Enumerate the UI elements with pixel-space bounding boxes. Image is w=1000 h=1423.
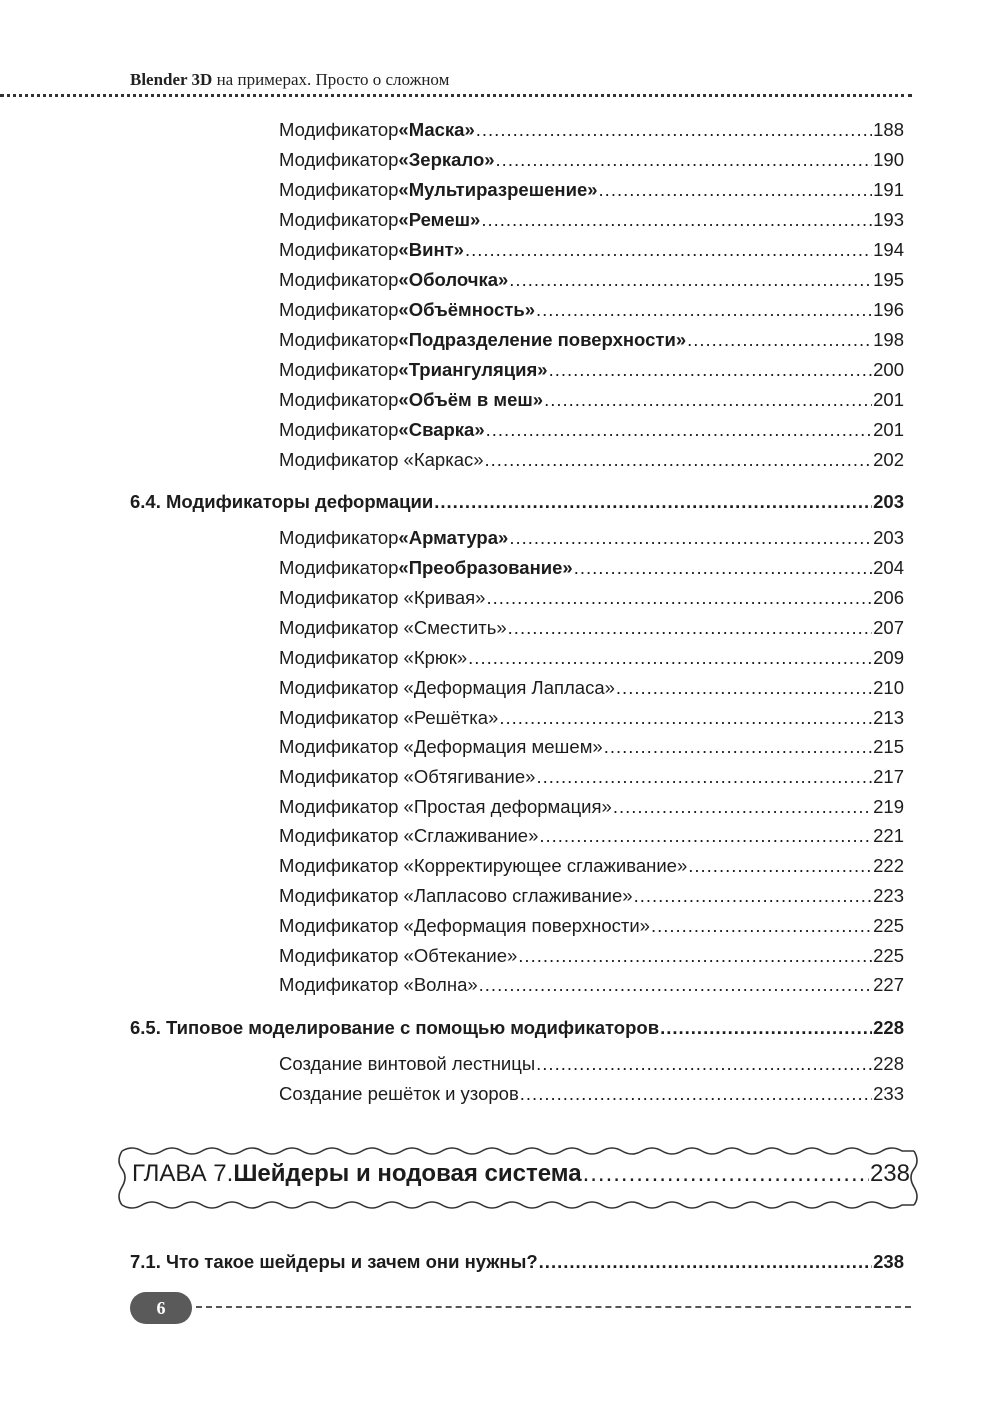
toc-section-6-5[interactable]: 6.5. Типовое моделирование с помощью модификаторов ..... 228 — [130, 1016, 904, 1040]
toc-page-number: 207 — [873, 617, 904, 638]
toc-page-number: 228 — [873, 1053, 904, 1074]
toc-page-number: 227 — [873, 974, 904, 995]
toc-entry[interactable]: Модификатор «Объёмность» ..... 196 — [279, 298, 904, 322]
toc-page-number: 201 — [873, 419, 904, 440]
toc-page-number: 196 — [873, 299, 904, 320]
toc-page-number: 223 — [873, 885, 904, 906]
toc-page-number: 217 — [873, 766, 904, 787]
toc-entry[interactable]: Создание решёток и узоров ..... 233 — [279, 1082, 904, 1106]
toc-entry[interactable]: Модификатор «Сварка» ..... 201 — [279, 418, 904, 442]
toc-entry[interactable]: Модификатор «Объём в меш» ..... 201 — [279, 388, 904, 412]
toc-page-number: 190 — [873, 149, 904, 170]
toc-entry[interactable]: Модификатор «Волна» ..... 227 — [279, 973, 904, 997]
toc-page-number: 201 — [873, 389, 904, 410]
toc-chapter-7[interactable] — [132, 1160, 910, 1188]
toc-entry[interactable]: Модификатор «Подразделение поверхности» ..... 198 — [279, 328, 904, 352]
toc-page-number: 204 — [873, 557, 904, 578]
toc-entry[interactable]: Модификатор «Деформация поверхности» ..... 225 — [279, 914, 904, 938]
toc-page-number: 203 — [873, 527, 904, 548]
toc-section-7-1[interactable]: 7.1. Что такое шейдеры и зачем они нужны? ..... 238 — [130, 1250, 904, 1274]
toc-page-number: 225 — [873, 915, 904, 936]
toc-entry[interactable]: Модификатор «Лапласово сглаживание» ..... 223 — [279, 884, 904, 908]
toc-page-number: 193 — [873, 209, 904, 230]
toc-page-number: 215 — [873, 736, 904, 757]
toc-page-number: 209 — [873, 647, 904, 668]
toc-section-6-4[interactable]: 6.4. Модификаторы деформации ..... 203 — [130, 490, 904, 514]
chapter-title: Шейдеры и нодовая система — [233, 1160, 582, 1187]
toc-page-number: 195 — [873, 269, 904, 290]
toc-page-number: 238 — [869, 1160, 910, 1187]
toc-entry[interactable]: Модификатор «Маска» ..... 188 — [279, 118, 904, 142]
toc-page-number: 200 — [873, 359, 904, 380]
toc-entry[interactable]: Модификатор «Зеркало» ..... 190 — [279, 148, 904, 172]
toc-page-number: 219 — [873, 796, 904, 817]
toc-page-number: 238 — [873, 1251, 904, 1272]
toc-entry[interactable]: Модификатор «Мультиразрешение» ..... 191 — [279, 178, 904, 202]
toc-entry[interactable]: Модификатор «Ремеш» ..... 193 — [279, 208, 904, 232]
toc-page-number: 203 — [873, 491, 904, 512]
toc-entry[interactable]: Модификатор «Корректирующее сглаживание» ..... 222 — [279, 854, 904, 878]
toc-page-number: 225 — [873, 945, 904, 966]
toc-page-number: 228 — [873, 1017, 904, 1038]
toc-entry[interactable]: Модификатор «Сглаживание» ..... 221 — [279, 824, 904, 848]
toc-entry[interactable]: Модификатор «Крюк» ..... 209 — [279, 646, 904, 670]
toc-entry[interactable]: Модификатор «Преобразование» ..... 204 — [279, 556, 904, 580]
toc-page-number: 194 — [873, 239, 904, 260]
toc-entry[interactable]: Модификатор «Триангуляция» ..... 200 — [279, 358, 904, 382]
toc-entry[interactable]: Модификатор «Обтекание» ..... 225 — [279, 944, 904, 968]
toc-page-number: 202 — [873, 449, 904, 470]
toc-page-number: 222 — [873, 855, 904, 876]
toc-entry[interactable]: Модификатор «Оболочка» ..... 195 — [279, 268, 904, 292]
chapter-prefix: ГЛАВА 7. — [132, 1160, 234, 1187]
toc-page-number: 210 — [873, 677, 904, 698]
running-head — [130, 70, 449, 90]
toc-entry[interactable]: Модификатор «Обтягивание» ..... 217 — [279, 765, 904, 789]
footer-dashed-rule — [196, 1306, 911, 1308]
toc-entry[interactable]: Модификатор «Решётка» ..... 213 — [279, 706, 904, 730]
toc-page-number: 188 — [873, 119, 904, 140]
toc-page-number: 191 — [873, 179, 904, 200]
toc-page-number: 198 — [873, 329, 904, 350]
toc-entry[interactable]: Модификатор «Деформация мешем» ..... 215 — [279, 735, 904, 759]
book-title-rest: на примерах. Просто о сложном — [212, 70, 450, 89]
toc-entry[interactable]: Модификатор «Простая деформация» ..... 219 — [279, 795, 904, 819]
toc-entry[interactable]: Модификатор «Арматура» ..... 203 — [279, 526, 904, 550]
toc-entry[interactable]: Модификатор «Винт» ..... 194 — [279, 238, 904, 262]
toc-entry[interactable]: Модификатор «Кривая» ..... 206 — [279, 586, 904, 610]
toc-page-number: 206 — [873, 587, 904, 608]
toc-entry[interactable]: Создание винтовой лестницы ..... 228 — [279, 1052, 904, 1076]
toc-entry[interactable]: Модификатор «Деформация Лапласа» ..... 210 — [279, 676, 904, 700]
toc-page-number: 221 — [873, 825, 904, 846]
page-number-badge: 6 — [130, 1292, 192, 1324]
book-title-bold: Blender 3D — [130, 70, 213, 89]
toc-page-number: 213 — [873, 707, 904, 728]
header-dotted-rule — [0, 94, 912, 97]
toc-page-number: 233 — [873, 1083, 904, 1104]
toc-entry[interactable]: Модификатор «Каркас» ..... 202 — [279, 448, 904, 472]
toc-entry[interactable]: Модификатор «Сместить» ..... 207 — [279, 616, 904, 640]
